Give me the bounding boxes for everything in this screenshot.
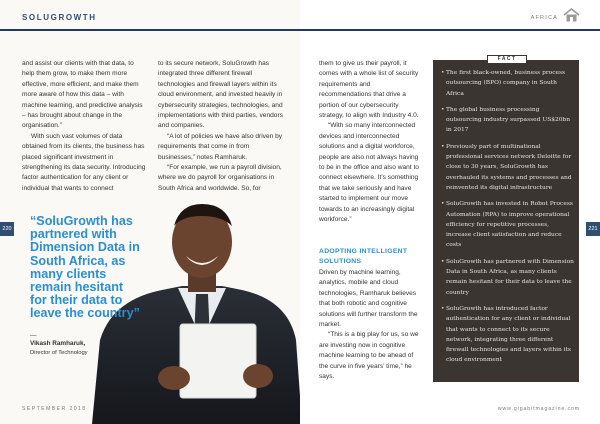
section-subheading: ADOPTING INTELLIGENT SOLUTIONS <box>319 248 408 265</box>
fact-item: • The global business processing outsourcing industry surpassed US$20bn in 2017 <box>441 105 575 136</box>
article-column-3-continued <box>319 268 423 382</box>
article-column-3 <box>319 59 423 226</box>
fact-list <box>441 68 575 372</box>
paragraph: and assist our clients with that data, to help them grow, to make them more effective, more efficient, and make them more aware of how this data – with machine learning, and predictive analysis – has brought about change in the organisation.” <box>22 60 143 130</box>
paragraph: to its secure network, SoluGrowth has integrated three different firewall technologies and firewall layers within its cloud environment, and invested heavily in cybersecurity strategies, technologies, and implementations with third parties, vendors and companies. <box>158 60 283 130</box>
house-icon[interactable] <box>563 8 580 22</box>
header-rule <box>0 29 300 31</box>
page-number-right: 221 <box>586 222 600 236</box>
quote-role: Director of Technology <box>30 350 88 356</box>
quote-dash: — <box>30 332 37 339</box>
pull-quote: “SoluGrowth has partnered with Dimension Data in South Africa, as many clients remain hesitant for their data to leave the country” <box>30 214 140 321</box>
page-number-left: 220 <box>0 222 14 236</box>
paragraph: Driven by machine learning, analytics, mobile and cloud technologies, Ramharuk believes that both robotic and cognitive solutions will further transform the market. <box>319 269 418 329</box>
fact-tag: FACT <box>487 55 527 64</box>
section-label: AFRICA <box>530 15 558 21</box>
fact-item: • SoluGrowth has partnered with Dimension Data in South Africa, as many clients remain hesitant for their data to leave the country <box>441 257 575 298</box>
fact-item: • SoluGrowth has introduced factor authentication for any client or individual that wants to connect to its secure network, integrating three different firewall technologies and layers within its cloud environment <box>441 304 575 366</box>
article-column-2 <box>158 59 288 194</box>
quote-author: Vikash Ramharuk, <box>30 340 86 347</box>
paragraph: them to give us their payroll, it comes with a whole list of security requirements and recommendations that drive a portion of our cybersecurity strategy, to align with Industry 4.0. <box>319 60 419 120</box>
paragraph: “A lot of policies we have also driven by requirements that come in from businesses,” notes Ramharuk. <box>158 132 283 161</box>
paragraph: “This is a big play for us, so we are investing now in cognitive machine learning to be ahead of the curve in five years’ time,” he says. <box>319 331 419 381</box>
paragraph: “With so many interconnected devices and interconnected solutions and a digital workforce, people are also not always having to be in the office and also want to connect elsewhere. It’s something that we take seriously and have started to implement our move towards to an increasingly digital workforce.” <box>319 122 419 224</box>
article-column-1 <box>22 59 148 194</box>
issue-date: SEPTEMBER 2018 <box>22 406 87 412</box>
website-url[interactable]: www.gigabitmagazine.com <box>497 406 580 412</box>
fact-item: • Previously part of multinational professional services network Deloitte for close to 30 years, SoluGrowth has overhauled its systems and processes and reinvented its digital infrastructure <box>441 142 575 193</box>
paragraph: “For example, we run a payroll division, where we do payroll for organisations in South Africa and worldwide. So, for <box>158 164 282 192</box>
fact-item: • SoluGrowth has invested in Robot Process Automation (RPA) to improve operational efficiency for repetitive processes, increase client satisfaction and reduce costs <box>441 199 575 250</box>
header-rule <box>300 29 600 31</box>
brand-header: SOLUGROWTH <box>22 13 97 22</box>
fact-item: • The first black-owned, business process outsourcing (BPO) company in South Africa <box>441 68 575 99</box>
paragraph: With such vast volumes of data obtained from its clients, the business has placed significant investment in strengthening its data security. Introducing factor authentication for any client or individual that wants to connect <box>22 132 146 192</box>
